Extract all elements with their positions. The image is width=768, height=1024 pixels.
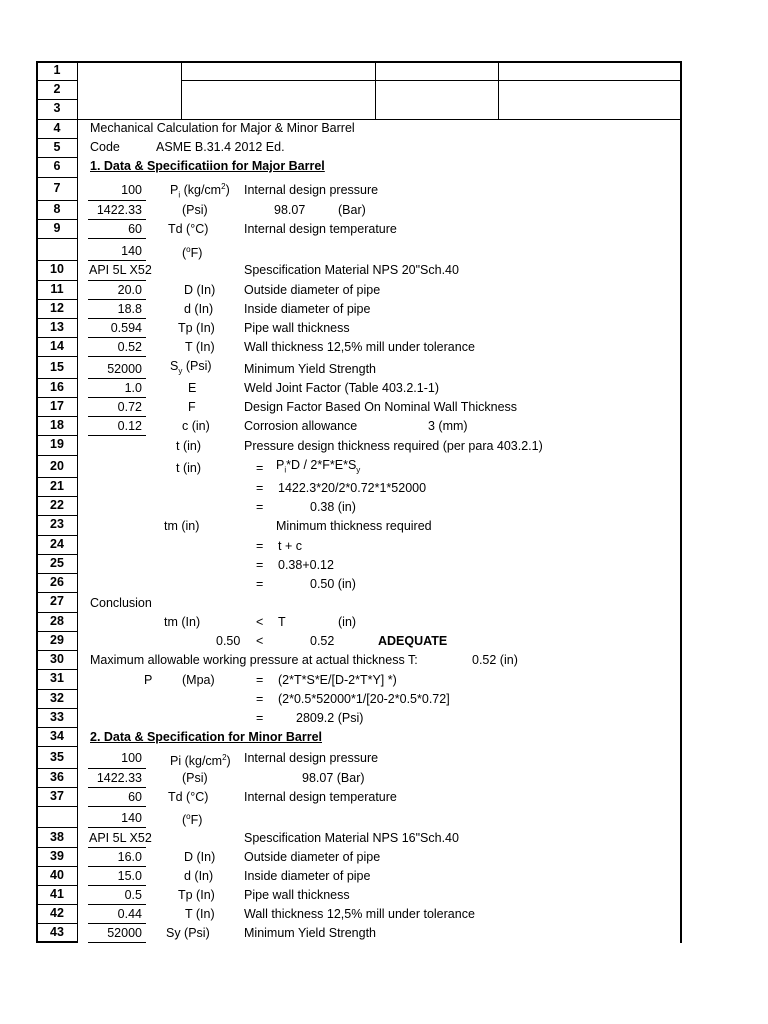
description-cell: Internal design pressure	[244, 183, 379, 197]
row-number: 37	[50, 789, 64, 803]
symbol-cell: d (In)	[184, 869, 214, 883]
row-separator	[36, 515, 78, 516]
value-cell: 0.594	[110, 321, 142, 335]
value-cell: 52000	[107, 926, 142, 940]
row-separator	[36, 496, 78, 497]
symbol-cell: E	[188, 381, 197, 395]
row-number: 16	[50, 380, 64, 394]
row-number: 39	[50, 849, 64, 863]
row-number: 36	[50, 770, 64, 784]
section-heading: 2. Data & Specification for Minor Barrel	[90, 730, 322, 744]
description-cell: Minimum Yield Strength	[244, 362, 377, 376]
symbol-end: F)	[190, 246, 203, 261]
symbol-cell: D (In)	[184, 850, 216, 864]
symbol-pre: (	[182, 246, 187, 261]
value-cell: 100	[121, 751, 142, 765]
equals-sign: =	[256, 577, 264, 591]
symbol-cell	[170, 359, 212, 379]
symbol-superscript: 2	[222, 753, 227, 762]
value-cell: 0.44	[117, 907, 142, 921]
symbol-main: P	[170, 183, 179, 198]
section-heading: 1. Data & Specificatiion for Major Barrel	[90, 159, 325, 173]
description-cell: Inside diameter of pipe	[244, 302, 371, 316]
row-number: 2	[53, 82, 61, 96]
description-cell: Corrosion allowance	[244, 419, 358, 433]
maop-value: 0.52 (in)	[472, 653, 518, 667]
value-underline	[88, 397, 146, 398]
symbol-cell	[182, 810, 202, 827]
row-number: 20	[50, 459, 64, 473]
description-cell: Design Factor Based On Nominal Wall Thickness	[244, 400, 518, 414]
row-separator	[36, 260, 78, 261]
value-underline	[88, 219, 146, 220]
value-underline	[88, 238, 146, 239]
symbol-cell: d (In)	[184, 302, 214, 316]
equals-sign: =	[256, 692, 264, 706]
symbol-cell: Tp (In)	[178, 888, 215, 902]
title-block-divider-3	[498, 61, 499, 119]
row-separator	[36, 727, 78, 728]
symbol-cell: T (In)	[185, 340, 215, 354]
value-cell: 1422.33	[96, 771, 142, 785]
pressure-unit: (Mpa)	[182, 673, 215, 687]
row-separator	[36, 455, 78, 456]
row-number: 1	[53, 63, 61, 77]
row-separator	[36, 219, 78, 220]
row-number: 7	[53, 181, 61, 195]
value-underline	[88, 378, 146, 379]
value-underline	[88, 356, 146, 357]
row-number: 38	[50, 830, 64, 844]
equals-sign: =	[256, 558, 264, 572]
value-underline	[88, 768, 146, 769]
value-cell: 60	[128, 222, 142, 236]
row-number: 29	[50, 633, 64, 647]
symbol-unit: (Psi)	[182, 359, 212, 373]
row-separator	[36, 746, 78, 747]
value-underline	[88, 260, 146, 261]
conclusion-T: T	[278, 615, 286, 629]
formula-4: t + c	[278, 539, 302, 553]
row-number: 3	[53, 101, 61, 115]
maop-formula-1: (2*T*S*E/[D-2*T*Y] *)	[278, 673, 397, 687]
value-underline	[88, 923, 146, 924]
description-cell: Pipe wall thickness	[244, 321, 350, 335]
row-number: 42	[50, 906, 64, 920]
symbol-main: S	[170, 359, 179, 373]
row-number: 18	[50, 418, 64, 432]
symbol-pre: Pi (kg/cm	[170, 754, 223, 769]
extra-value: 3 (mm)	[428, 419, 468, 433]
row-number: 25	[50, 556, 64, 570]
description-cell: Internal design temperature	[244, 790, 397, 804]
value-cell: 15.0	[117, 869, 142, 883]
symbol-unit: (kg/cm	[180, 183, 222, 198]
value-underline	[88, 806, 146, 807]
value-cell: 0.52	[117, 340, 142, 354]
value-underline	[88, 435, 146, 436]
value-underline	[88, 787, 146, 788]
description-cell: Inside diameter of pipe	[244, 869, 371, 883]
row-separator	[36, 923, 78, 924]
row-number: 22	[50, 498, 64, 512]
row-separator	[36, 80, 78, 81]
row-separator	[36, 280, 78, 281]
description-cell: Wall thickness 12,5% mill under tolerance	[244, 340, 475, 354]
extra-value: 98.07	[274, 203, 306, 217]
row-number: 19	[50, 437, 64, 451]
less-than-sign: <	[256, 615, 264, 629]
value-underline	[88, 885, 146, 886]
symbol-cell	[182, 243, 202, 260]
formula-body: *D / 2*F*E*S	[286, 458, 357, 472]
row-separator	[36, 157, 78, 158]
value-cell: 1422.33	[96, 203, 142, 217]
row-separator	[36, 708, 78, 709]
value-cell: 1.0	[124, 381, 142, 395]
number-column-border	[77, 61, 78, 943]
description-cell: Weld Joint Factor (Table 403.2.1-1)	[244, 381, 440, 395]
row-number: 13	[50, 320, 64, 334]
row-separator	[36, 904, 78, 905]
value-cell: API 5L X52	[89, 831, 152, 845]
row-number: 4	[53, 121, 61, 135]
extra-value: 98.07 (Bar)	[302, 771, 365, 785]
value-underline	[88, 847, 146, 848]
value-underline	[88, 866, 146, 867]
row-separator	[36, 356, 78, 357]
row-separator	[36, 885, 78, 886]
row-number: 15	[50, 360, 64, 374]
row-number: 32	[50, 691, 64, 705]
symbol-cell: c (in)	[182, 419, 210, 433]
symbol-end: )	[226, 754, 231, 769]
row-separator	[36, 99, 78, 100]
conclusion-tm: tm (In)	[164, 615, 201, 629]
less-than-sign: <	[256, 634, 264, 648]
row-separator	[36, 397, 78, 398]
formula-6: 0.50 (in)	[310, 577, 356, 591]
row-number: 8	[53, 202, 61, 216]
equals-sign: =	[256, 673, 264, 687]
row-separator	[36, 612, 78, 613]
adequate-result: ADEQUATE	[378, 634, 448, 648]
conclusion-tm-value: 0.50	[216, 634, 241, 648]
value-underline	[88, 904, 146, 905]
row-number: 11	[50, 282, 64, 296]
row-separator	[36, 573, 78, 574]
symbol-end: )	[225, 183, 230, 198]
description-cell: Outside diameter of pipe	[244, 850, 381, 864]
row-separator	[36, 177, 78, 178]
row-number: 30	[50, 652, 64, 666]
row-number: 24	[50, 537, 64, 551]
equals-sign: =	[256, 539, 264, 553]
pressure-label: P	[144, 673, 153, 687]
row-separator	[36, 200, 78, 201]
row-number: 5	[53, 140, 61, 154]
row-number: 35	[50, 750, 64, 764]
row-number: 26	[50, 575, 64, 589]
symbol-end: F)	[190, 813, 203, 828]
symbol-cell: T (In)	[185, 907, 215, 921]
row-number: 6	[53, 159, 61, 173]
symbol-cell	[170, 751, 231, 768]
value-cell: API 5L X52	[89, 263, 152, 277]
row-number: 12	[50, 301, 64, 315]
value-cell: 20.0	[117, 283, 142, 297]
description-cell: Wall thickness 12,5% mill under tolerance	[244, 907, 475, 921]
row-separator	[36, 119, 78, 120]
symbol-cell: Tp (In)	[178, 321, 215, 335]
symbol-cell: Td (°C)	[168, 790, 209, 804]
maop-formula-2: (2*0.5*52000*1/[20-2*0.5*0.72]	[278, 692, 450, 706]
symbol-pre: (	[182, 813, 187, 828]
row-separator	[36, 650, 78, 651]
row-number: 23	[50, 517, 64, 531]
row-separator	[36, 806, 78, 807]
equals-sign: =	[256, 461, 264, 475]
conclusion-T-value: 0.52	[310, 634, 335, 648]
description-cell: Spescification Material NPS 16"Sch.40	[244, 831, 459, 845]
value-cell: 0.5	[124, 888, 142, 902]
row-separator	[36, 866, 78, 867]
row-number: 33	[50, 710, 64, 724]
value-underline	[88, 318, 146, 319]
degree-mark: o	[186, 812, 191, 821]
value-cell: 60	[128, 790, 142, 804]
row-separator	[36, 477, 78, 478]
degree-mark: o	[186, 245, 191, 254]
description-cell: Minimum Yield Strength	[244, 926, 377, 940]
row-separator	[36, 592, 78, 593]
row-number: 43	[50, 925, 64, 939]
description-cell: Spescification Material NPS 20"Sch.40	[244, 263, 459, 277]
row-separator	[36, 669, 78, 670]
description-cell: Internal design pressure	[244, 751, 379, 765]
row-number: 31	[50, 671, 64, 685]
row-separator	[36, 416, 78, 417]
row-separator	[36, 138, 78, 139]
equals-sign: =	[256, 711, 264, 725]
equals-sign: =	[256, 500, 264, 514]
value-cell: 100	[121, 183, 142, 197]
row-separator	[36, 787, 78, 788]
row-separator	[36, 318, 78, 319]
value-cell: 52000	[107, 362, 142, 376]
formula-3: 0.38 (in)	[310, 500, 356, 514]
symbol-cell: D (In)	[184, 283, 216, 297]
formula-p: P	[276, 458, 285, 472]
symbol-cell: Sy (Psi)	[166, 926, 210, 940]
formula-2: 1422.3*20/2*0.72*1*52000	[278, 481, 427, 495]
symbol-superscript: 2	[221, 182, 226, 191]
title-block-inner-line	[181, 80, 681, 81]
row-number: 40	[50, 868, 64, 882]
top-border	[36, 61, 682, 63]
equals-sign: =	[256, 481, 264, 495]
document-title: Mechanical Calculation for Major & Minor Barrel	[90, 121, 355, 135]
formula-5: 0.38+0.12	[278, 558, 334, 572]
symbol-cell: Td (°C)	[168, 222, 209, 236]
value-cell: 0.72	[117, 400, 142, 414]
title-block-divider-1	[181, 61, 182, 119]
row-separator	[36, 689, 78, 690]
symbol-subscript: i	[178, 190, 181, 200]
value-underline	[88, 280, 146, 281]
extra-unit: (Bar)	[338, 203, 366, 217]
value-underline	[88, 827, 146, 828]
maop-label: Maximum allowable working pressure at actual thickness T:	[90, 653, 418, 667]
maop-result: 2809.2 (Psi)	[296, 711, 364, 725]
row-number: 10	[50, 262, 64, 276]
symbol-cell	[170, 180, 230, 203]
value-underline	[88, 299, 146, 300]
t-label: t (in)	[176, 461, 201, 475]
row-separator	[36, 378, 78, 379]
code-label: Code	[90, 140, 120, 154]
row-number: 21	[50, 479, 64, 493]
symbol-cell: (Psi)	[182, 203, 208, 217]
code-value: ASME B.31.4 2012 Ed.	[156, 140, 285, 154]
formula-1	[276, 458, 360, 478]
t-description: Pressure design thickness required (per para 403.2.1)	[244, 439, 543, 453]
value-underline	[88, 942, 146, 943]
value-underline	[88, 337, 146, 338]
tm-label: tm (in)	[164, 519, 200, 533]
value-underline	[88, 200, 146, 201]
value-cell: 16.0	[117, 850, 142, 864]
row-separator	[36, 238, 78, 239]
row-separator	[36, 847, 78, 848]
row-separator	[36, 299, 78, 300]
title-block-divider-2	[375, 61, 376, 119]
row-separator	[36, 554, 78, 555]
row-number: 14	[50, 339, 64, 353]
row-separator	[36, 768, 78, 769]
value-cell: 18.8	[117, 302, 142, 316]
row-separator	[36, 435, 78, 436]
formula-s-subscript: y	[356, 465, 361, 475]
bottom-border	[36, 941, 78, 943]
row-separator	[36, 535, 78, 536]
row-number: 27	[50, 594, 64, 608]
symbol-subscript: y	[178, 366, 183, 376]
value-cell: 140	[121, 811, 142, 825]
row-number: 28	[50, 614, 64, 628]
t-label: t (in)	[176, 439, 201, 453]
row-separator	[36, 337, 78, 338]
row-number: 34	[50, 729, 64, 743]
row-number: 9	[53, 221, 61, 235]
conclusion-unit: (in)	[338, 615, 357, 629]
title-block-bottom-line	[77, 119, 681, 120]
formula-p-subscript: i	[284, 465, 287, 475]
row-number: 17	[50, 399, 64, 413]
row-number: 41	[50, 887, 64, 901]
right-border	[680, 61, 682, 943]
symbol-cell: F	[188, 400, 196, 414]
row-separator	[36, 631, 78, 632]
value-underline	[88, 416, 146, 417]
tm-description: Minimum thickness required	[276, 519, 432, 533]
conclusion-label: Conclusion	[90, 596, 152, 610]
symbol-cell: (Psi)	[182, 771, 208, 785]
row-separator	[36, 827, 78, 828]
value-cell: 0.12	[117, 419, 142, 433]
description-cell: Outside diameter of pipe	[244, 283, 381, 297]
description-cell: Internal design temperature	[244, 222, 397, 236]
description-cell: Pipe wall thickness	[244, 888, 350, 902]
value-cell: 140	[121, 244, 142, 258]
